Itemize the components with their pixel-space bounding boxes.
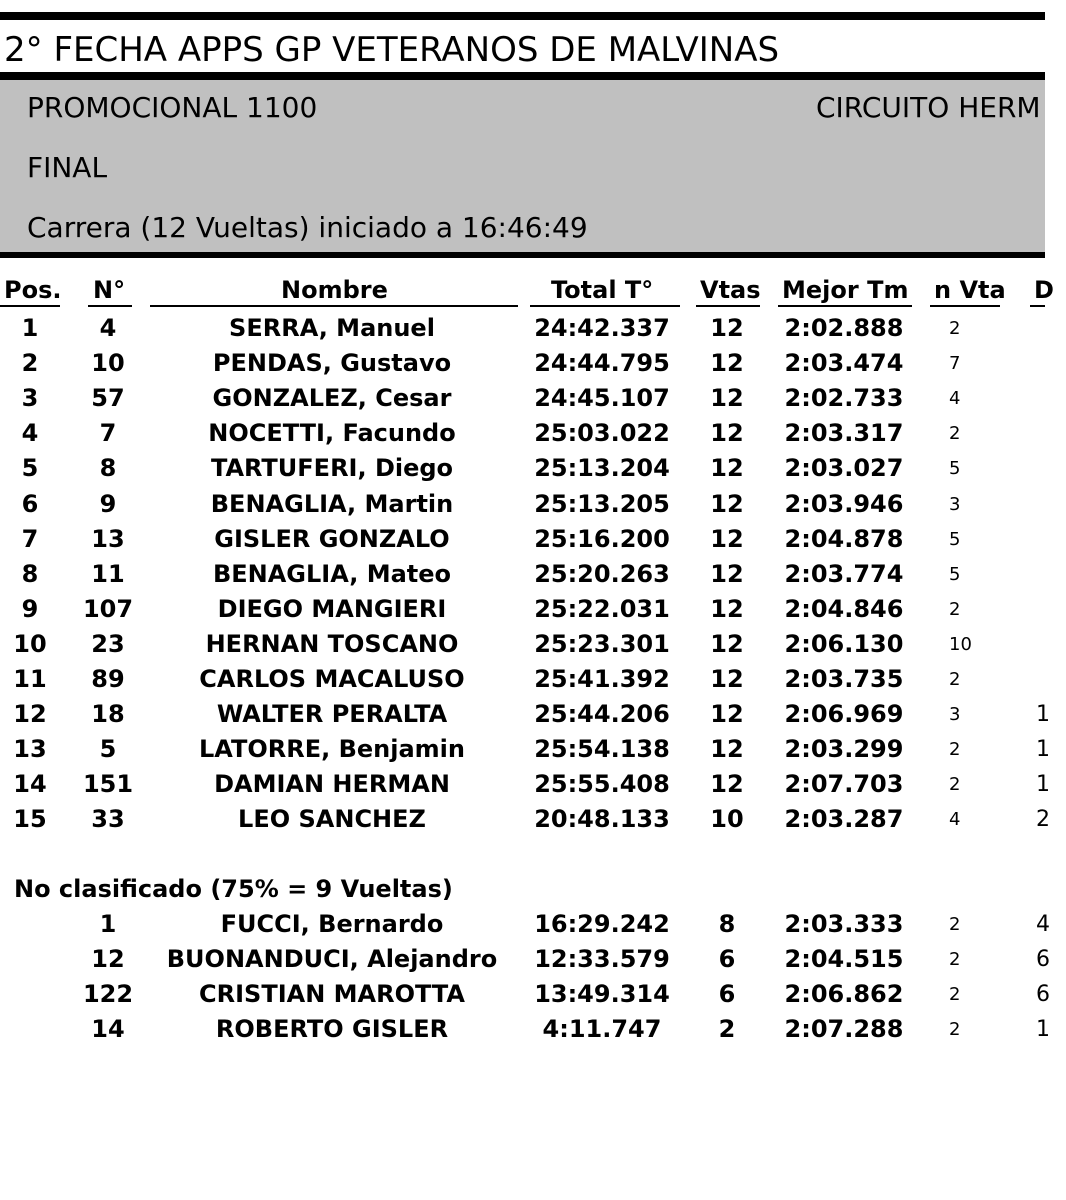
car-number-cell: 9	[99, 489, 117, 518]
laps-cell: 2	[718, 1015, 736, 1044]
difference-cell	[1036, 662, 1066, 697]
laps-cell: 12	[710, 770, 744, 799]
best-lap-time-cell: 2:03.474	[784, 349, 904, 378]
best-lap-number-cell: 5	[949, 528, 961, 550]
laps-cell: 6	[718, 945, 736, 974]
total-time-cell: 4:11.747	[542, 1015, 662, 1044]
table-row	[0, 697, 1050, 732]
car-number-cell: 4	[99, 314, 117, 342]
col-rule-laps	[696, 305, 760, 307]
driver-name-cell: BUONANDUCI, Alejandro	[166, 945, 498, 974]
difference-cell: 1	[1036, 1017, 1050, 1043]
position-cell: 13	[13, 735, 47, 764]
difference-cell	[1036, 311, 1066, 346]
position-cell: 15	[13, 805, 47, 834]
table-row	[0, 522, 1045, 557]
driver-name-cell: SERRA, Manuel	[229, 314, 435, 342]
driver-name-cell: LEO SANCHEZ	[238, 805, 426, 834]
total-time-cell: 25:13.205	[534, 489, 670, 518]
best-lap-number-cell: 7	[949, 353, 961, 375]
laps-cell: 10	[710, 805, 744, 834]
col-header-total: Total T°	[551, 276, 654, 304]
total-time-cell: 25:22.031	[534, 594, 670, 623]
position-cell: 14	[13, 770, 47, 799]
driver-name-cell: TARTUFERI, Diego	[210, 454, 454, 483]
best-lap-number-cell: 10	[949, 633, 972, 655]
car-number-cell: 14	[91, 1015, 125, 1044]
car-number-cell: 122	[82, 980, 134, 1009]
best-lap-time-cell: 2:06.969	[784, 700, 904, 729]
best-lap-time-cell: 2:04.846	[784, 594, 904, 623]
position-cell: 9	[21, 594, 39, 623]
total-time-cell: 25:41.392	[534, 665, 670, 693]
best-lap-number-cell: 2	[949, 1019, 961, 1041]
col-rule-total	[530, 305, 680, 307]
col-header-num: N°	[93, 276, 126, 304]
best-lap-number-cell: 2	[949, 669, 961, 690]
table-row	[0, 977, 1050, 1012]
table-row	[0, 627, 1045, 662]
car-number-cell: 18	[91, 700, 125, 729]
car-number-cell: 7	[99, 419, 117, 448]
best-lap-time-cell: 2:04.515	[784, 945, 904, 974]
race-header-box	[0, 80, 1045, 252]
session-label: FINAL	[27, 151, 108, 184]
position-cell: 12	[13, 700, 47, 729]
laps-cell: 12	[710, 489, 744, 518]
total-time-cell: 25:55.408	[534, 770, 670, 799]
total-time-cell: 20:48.133	[534, 805, 670, 834]
best-lap-time-cell: 2:03.027	[784, 454, 904, 483]
col-rule-num	[88, 305, 132, 307]
driver-name-cell: CARLOS MACALUSO	[199, 665, 465, 693]
best-lap-time-cell: 2:03.317	[784, 419, 904, 448]
car-number-cell: 107	[82, 594, 134, 623]
col-rule-best-lap	[930, 305, 1000, 307]
total-time-cell: 25:13.204	[534, 454, 670, 483]
table-row	[0, 592, 1045, 627]
difference-cell	[1036, 346, 1066, 381]
event-title: 2° FECHA APPS GP VETERANOS DE MALVINAS	[4, 30, 780, 70]
driver-name-cell: DAMIAN HERMAN	[214, 770, 450, 799]
total-time-cell: 25:44.206	[534, 700, 670, 729]
position-cell: 5	[21, 454, 39, 483]
title-rule	[0, 72, 1045, 80]
car-number-cell: 23	[91, 629, 125, 658]
best-lap-time-cell: 2:03.946	[784, 489, 904, 518]
car-number-cell: 57	[91, 384, 125, 413]
best-lap-number-cell: 2	[949, 914, 961, 935]
difference-cell: 1	[1036, 702, 1050, 728]
laps-cell: 12	[710, 735, 744, 764]
driver-name-cell: FUCCI, Bernardo	[220, 910, 444, 938]
table-row	[0, 767, 1050, 802]
table-row	[0, 346, 1045, 381]
laps-cell: 8	[718, 910, 736, 938]
laps-cell: 12	[710, 314, 744, 342]
best-lap-number-cell: 5	[949, 458, 961, 480]
table-row	[0, 487, 1045, 522]
laps-cell: 12	[710, 384, 744, 413]
best-lap-number-cell: 2	[949, 318, 961, 339]
position-cell	[0, 977, 60, 1012]
car-number-cell: 5	[99, 735, 117, 764]
best-lap-number-cell: 2	[949, 949, 961, 971]
driver-name-cell: LATORRE, Benjamin	[198, 735, 465, 764]
driver-name-cell: GISLER GONZALO	[214, 524, 450, 553]
not-classified-title: No clasificado (75% = 9 Vueltas)	[14, 875, 453, 903]
car-number-cell: 10	[91, 349, 125, 378]
top-rule	[0, 12, 1045, 20]
driver-name-cell: ROBERTO GISLER	[215, 1015, 449, 1044]
car-number-cell: 151	[82, 770, 134, 799]
car-number-cell: 13	[91, 524, 125, 553]
car-number-cell: 1	[99, 910, 117, 938]
table-row	[0, 416, 1045, 451]
driver-name-cell: BENAGLIA, Mateo	[212, 559, 452, 588]
best-lap-time-cell: 2:07.703	[784, 770, 904, 799]
position-cell: 1	[21, 314, 39, 342]
difference-cell: 6	[1036, 947, 1050, 973]
position-cell	[0, 1012, 60, 1047]
total-time-cell: 25:54.138	[534, 735, 670, 764]
position-cell: 3	[21, 384, 39, 413]
driver-name-cell: PENDAS, Gustavo	[212, 349, 452, 378]
best-lap-number-cell: 4	[949, 809, 961, 831]
difference-cell	[1036, 416, 1066, 451]
laps-cell: 12	[710, 454, 744, 483]
driver-name-cell: HERNAN TOSCANO	[205, 629, 459, 658]
laps-cell: 12	[710, 559, 744, 588]
total-time-cell: 24:45.107	[534, 384, 670, 413]
total-time-cell: 16:29.242	[534, 910, 670, 938]
table-row	[0, 732, 1050, 767]
position-cell: 6	[21, 489, 39, 518]
driver-name-cell: WALTER PERALTA	[216, 700, 448, 729]
driver-name-cell: BENAGLIA, Martin	[210, 489, 454, 518]
col-header-best-lap: n Vta	[934, 276, 1006, 304]
table-row	[0, 451, 1045, 486]
best-lap-number-cell: 2	[949, 739, 961, 761]
laps-cell: 12	[710, 594, 744, 623]
difference-cell: 1	[1036, 772, 1050, 798]
best-lap-time-cell: 2:03.774	[784, 559, 904, 588]
best-lap-time-cell: 2:06.862	[784, 980, 904, 1009]
position-cell: 4	[21, 419, 39, 448]
difference-cell	[1036, 557, 1066, 592]
col-rule-best	[778, 305, 912, 307]
position-cell	[0, 942, 60, 977]
difference-cell: 2	[1036, 807, 1050, 833]
laps-cell: 12	[710, 349, 744, 378]
col-header-name: Nombre	[281, 276, 388, 304]
col-header-laps: Vtas	[700, 276, 761, 304]
position-cell: 10	[13, 629, 47, 658]
best-lap-time-cell: 2:02.733	[784, 384, 904, 413]
col-header-diff: D	[1034, 276, 1054, 304]
difference-cell	[1036, 592, 1066, 627]
car-number-cell: 12	[91, 945, 125, 974]
col-rule-diff	[1030, 305, 1045, 307]
difference-cell: 6	[1036, 982, 1050, 1008]
table-row	[0, 311, 1045, 346]
best-lap-time-cell: 2:03.299	[784, 735, 904, 764]
col-header-pos: Pos.	[4, 276, 62, 304]
table-row	[0, 557, 1045, 592]
circuit-label: CIRCUITO HERM	[816, 91, 1041, 124]
col-rule-pos	[0, 305, 60, 307]
total-time-cell: 25:03.022	[534, 419, 670, 448]
car-number-cell: 8	[99, 454, 117, 483]
car-number-cell: 11	[91, 559, 125, 588]
best-lap-time-cell: 2:04.878	[784, 524, 904, 553]
best-lap-time-cell: 2:06.130	[784, 629, 904, 658]
category-label: PROMOCIONAL 1100	[27, 91, 318, 124]
driver-name-cell: DIEGO MANGIERI	[217, 594, 447, 623]
total-time-cell: 13:49.314	[534, 980, 670, 1009]
table-row	[0, 802, 1050, 837]
driver-name-cell: CRISTIAN MAROTTA	[199, 980, 465, 1009]
position-cell	[0, 907, 60, 942]
position-cell: 2	[21, 349, 39, 378]
best-lap-time-cell: 2:02.888	[784, 314, 904, 342]
total-time-cell: 25:16.200	[534, 524, 670, 553]
table-row	[0, 662, 1045, 697]
laps-cell: 12	[710, 524, 744, 553]
laps-cell: 12	[710, 629, 744, 658]
difference-cell	[1036, 487, 1066, 522]
laps-cell: 6	[718, 980, 736, 1009]
table-row	[0, 942, 1050, 977]
best-lap-number-cell: 4	[949, 388, 961, 410]
difference-cell	[1036, 627, 1066, 662]
total-time-cell: 25:20.263	[534, 559, 670, 588]
laps-cell: 12	[710, 419, 744, 448]
best-lap-time-cell: 2:07.288	[784, 1015, 904, 1044]
best-lap-number-cell: 2	[949, 423, 961, 445]
total-time-cell: 24:42.337	[534, 314, 670, 342]
total-time-cell: 24:44.795	[534, 349, 670, 378]
position-cell: 8	[21, 559, 39, 588]
col-header-best: Mejor Tm	[782, 276, 909, 304]
best-lap-time-cell: 2:03.735	[784, 665, 904, 693]
best-lap-number-cell: 5	[949, 563, 961, 585]
total-time-cell: 25:23.301	[534, 629, 670, 658]
header-rule	[0, 252, 1045, 258]
race-info: Carrera (12 Vueltas) iniciado a 16:46:49	[27, 211, 588, 244]
car-number-cell: 33	[91, 805, 125, 834]
best-lap-number-cell: 3	[949, 493, 961, 515]
total-time-cell: 12:33.579	[534, 945, 670, 974]
laps-cell: 12	[710, 700, 744, 729]
difference-cell	[1036, 451, 1066, 486]
laps-cell: 12	[710, 665, 744, 693]
col-rule-name	[150, 305, 518, 307]
best-lap-number-cell: 3	[949, 704, 961, 726]
position-cell: 7	[21, 524, 39, 553]
best-lap-time-cell: 2:03.287	[784, 805, 904, 834]
best-lap-number-cell: 2	[949, 774, 961, 796]
difference-cell: 1	[1036, 737, 1050, 763]
best-lap-time-cell: 2:03.333	[784, 910, 904, 938]
car-number-cell: 89	[91, 665, 125, 693]
table-row	[0, 381, 1045, 416]
position-cell: 11	[13, 665, 47, 693]
driver-name-cell: GONZALEZ, Cesar	[212, 384, 452, 413]
difference-cell	[1036, 522, 1066, 557]
table-row	[0, 907, 1050, 942]
difference-cell	[1036, 381, 1066, 416]
table-row	[0, 1012, 1050, 1047]
best-lap-number-cell: 2	[949, 984, 961, 1006]
driver-name-cell: NOCETTI, Facundo	[208, 419, 456, 448]
best-lap-number-cell: 2	[949, 598, 961, 620]
difference-cell: 4	[1036, 912, 1050, 937]
